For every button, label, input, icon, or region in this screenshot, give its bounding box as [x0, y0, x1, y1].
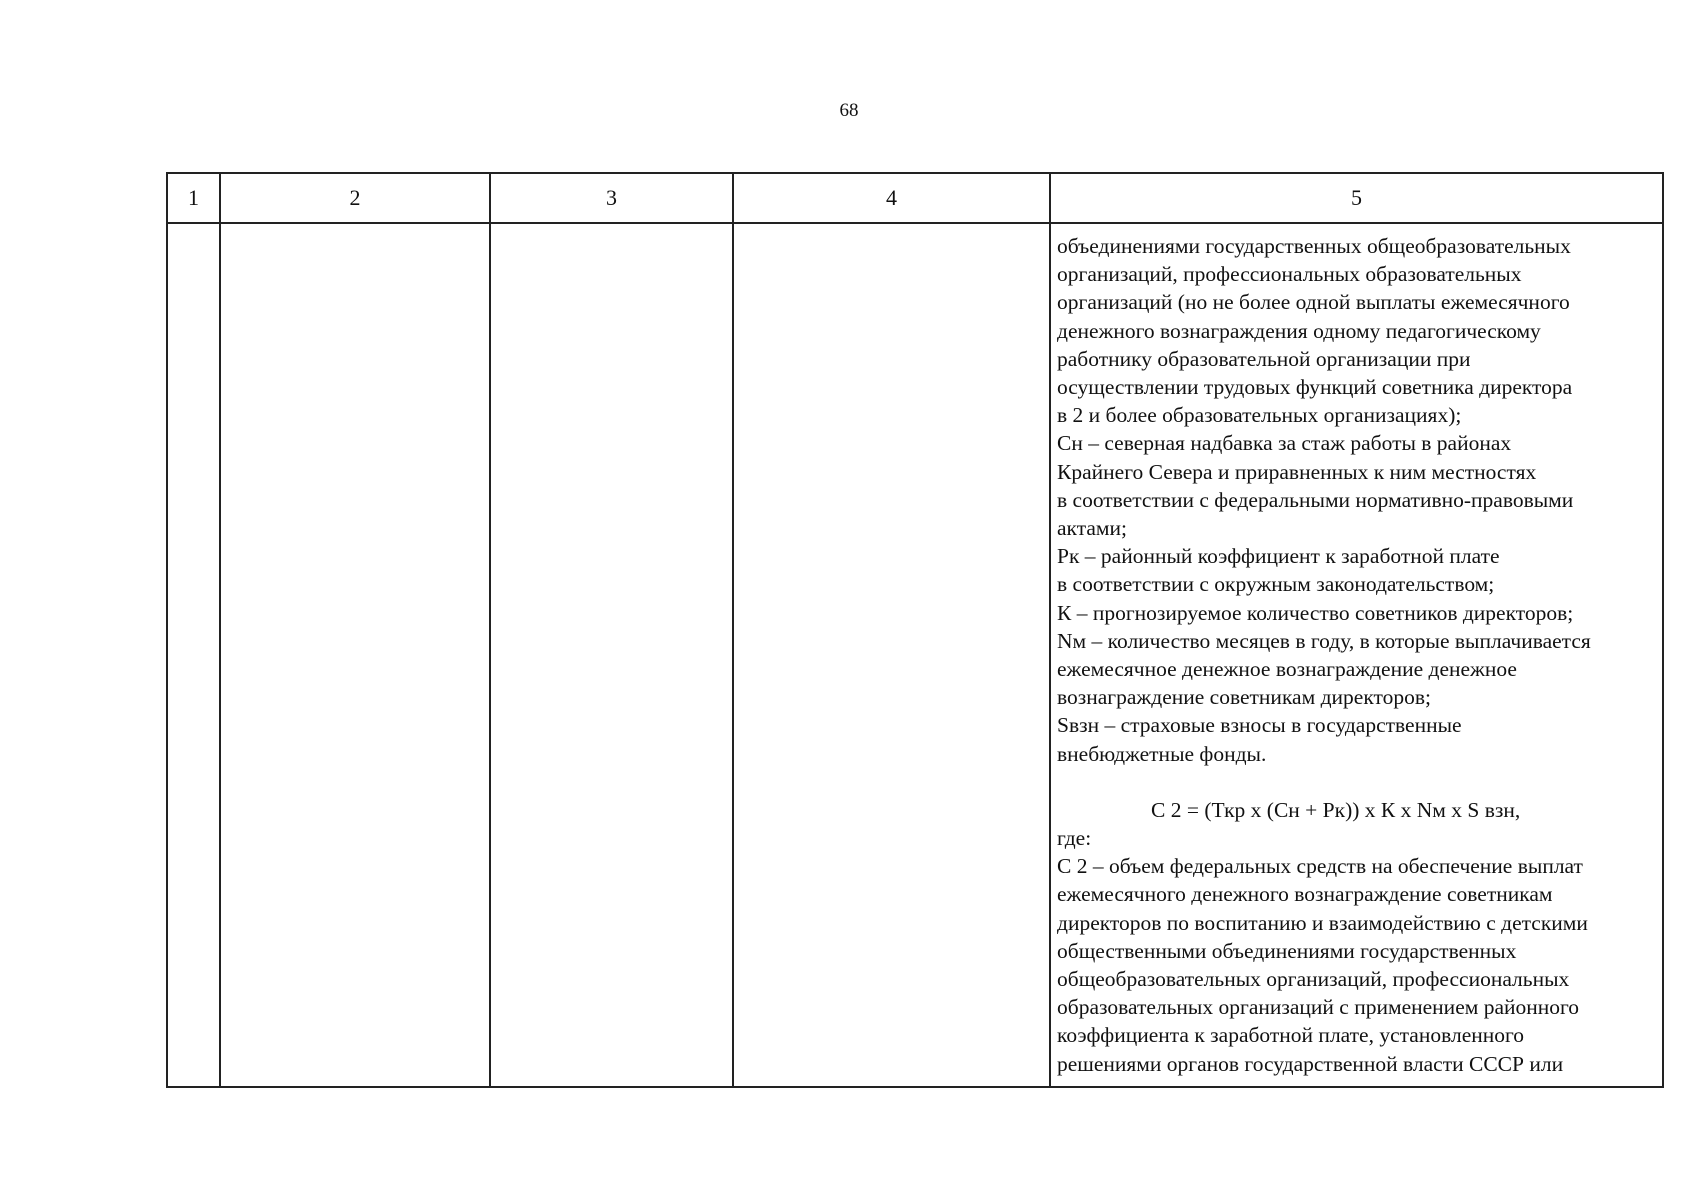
text-line: работнику образовательной организации при — [1057, 346, 1471, 371]
text-line: в соответствии с окружным законодательством; — [1057, 572, 1495, 597]
text-line: общественными объединениями государственных — [1057, 938, 1517, 963]
text-line: директоров по воспитанию и взаимодействию с детскими — [1057, 910, 1588, 935]
formula: С 2 = (Ткр х (Сн + Рк)) х К х Nм х S взн, — [1151, 797, 1521, 822]
text-line: в 2 и более образовательных организациях); — [1057, 403, 1462, 428]
cell-column-5 — [1050, 223, 1663, 1087]
text-line: С 2 – объем федеральных средств на обеспечение выплат — [1057, 854, 1583, 879]
cell-column-3 — [490, 223, 733, 1087]
text-line: актами; — [1057, 516, 1127, 541]
column-header-2: 2 — [220, 173, 490, 223]
text-line: вознаграждение советникам директоров; — [1057, 685, 1431, 710]
text-line: Рк – районный коэффициент к заработной плате — [1057, 544, 1500, 569]
column-header-1: 1 — [167, 173, 220, 223]
text-line: денежного вознаграждения одному педагогическому — [1057, 318, 1541, 343]
text-line: ежемесячное денежное вознаграждение денежное — [1057, 657, 1517, 682]
text-line: Sвзн – страховые взносы в государственные — [1057, 713, 1462, 738]
text-line: Сн – северная надбавка за стаж работы в районах — [1057, 431, 1512, 456]
text-line: внебюджетные фонды. — [1057, 741, 1267, 766]
page-number: 68 — [839, 100, 859, 121]
column-5-text — [1051, 224, 1662, 1078]
text-line: общеобразовательных организаций, профессиональных — [1057, 967, 1570, 992]
cell-column-4 — [733, 223, 1050, 1087]
column-header-3: 3 — [490, 173, 733, 223]
text-line: коэффициента к заработной плате, установленного — [1057, 1023, 1525, 1048]
cell-column-1 — [167, 223, 220, 1087]
text-line: образовательных организаций с применением районного — [1057, 995, 1580, 1020]
column-header-5: 5 — [1050, 173, 1663, 223]
text-line: объединениями государственных общеобразовательных — [1057, 234, 1571, 258]
text-line: Nм – количество месяцев в году, в которые выплачивается — [1057, 628, 1591, 653]
text-line: решениями органов государственной власти СССР или — [1057, 1051, 1564, 1076]
table-row — [167, 223, 1663, 1087]
text-line: где: — [1057, 826, 1092, 851]
text-line: Крайнего Севера и приравненных к ним местностях — [1057, 459, 1537, 484]
paragraph-gap — [1057, 768, 1662, 796]
document-table — [166, 172, 1664, 1088]
text-line: осуществлении трудовых функций советника директора — [1057, 375, 1573, 400]
cell-column-2 — [220, 223, 490, 1087]
table-header-row — [167, 173, 1663, 223]
text-line: ежемесячного денежного вознаграждение советникам — [1057, 882, 1553, 907]
text-line: в соответствии с федеральными нормативно-правовыми — [1057, 487, 1574, 512]
text-line: организаций, профессиональных образовательных — [1057, 262, 1522, 287]
text-line: К – прогнозируемое количество советников директоров; — [1057, 600, 1574, 625]
column-header-4: 4 — [733, 173, 1050, 223]
text-line: организаций (но не более одной выплаты ежемесячного — [1057, 290, 1570, 315]
